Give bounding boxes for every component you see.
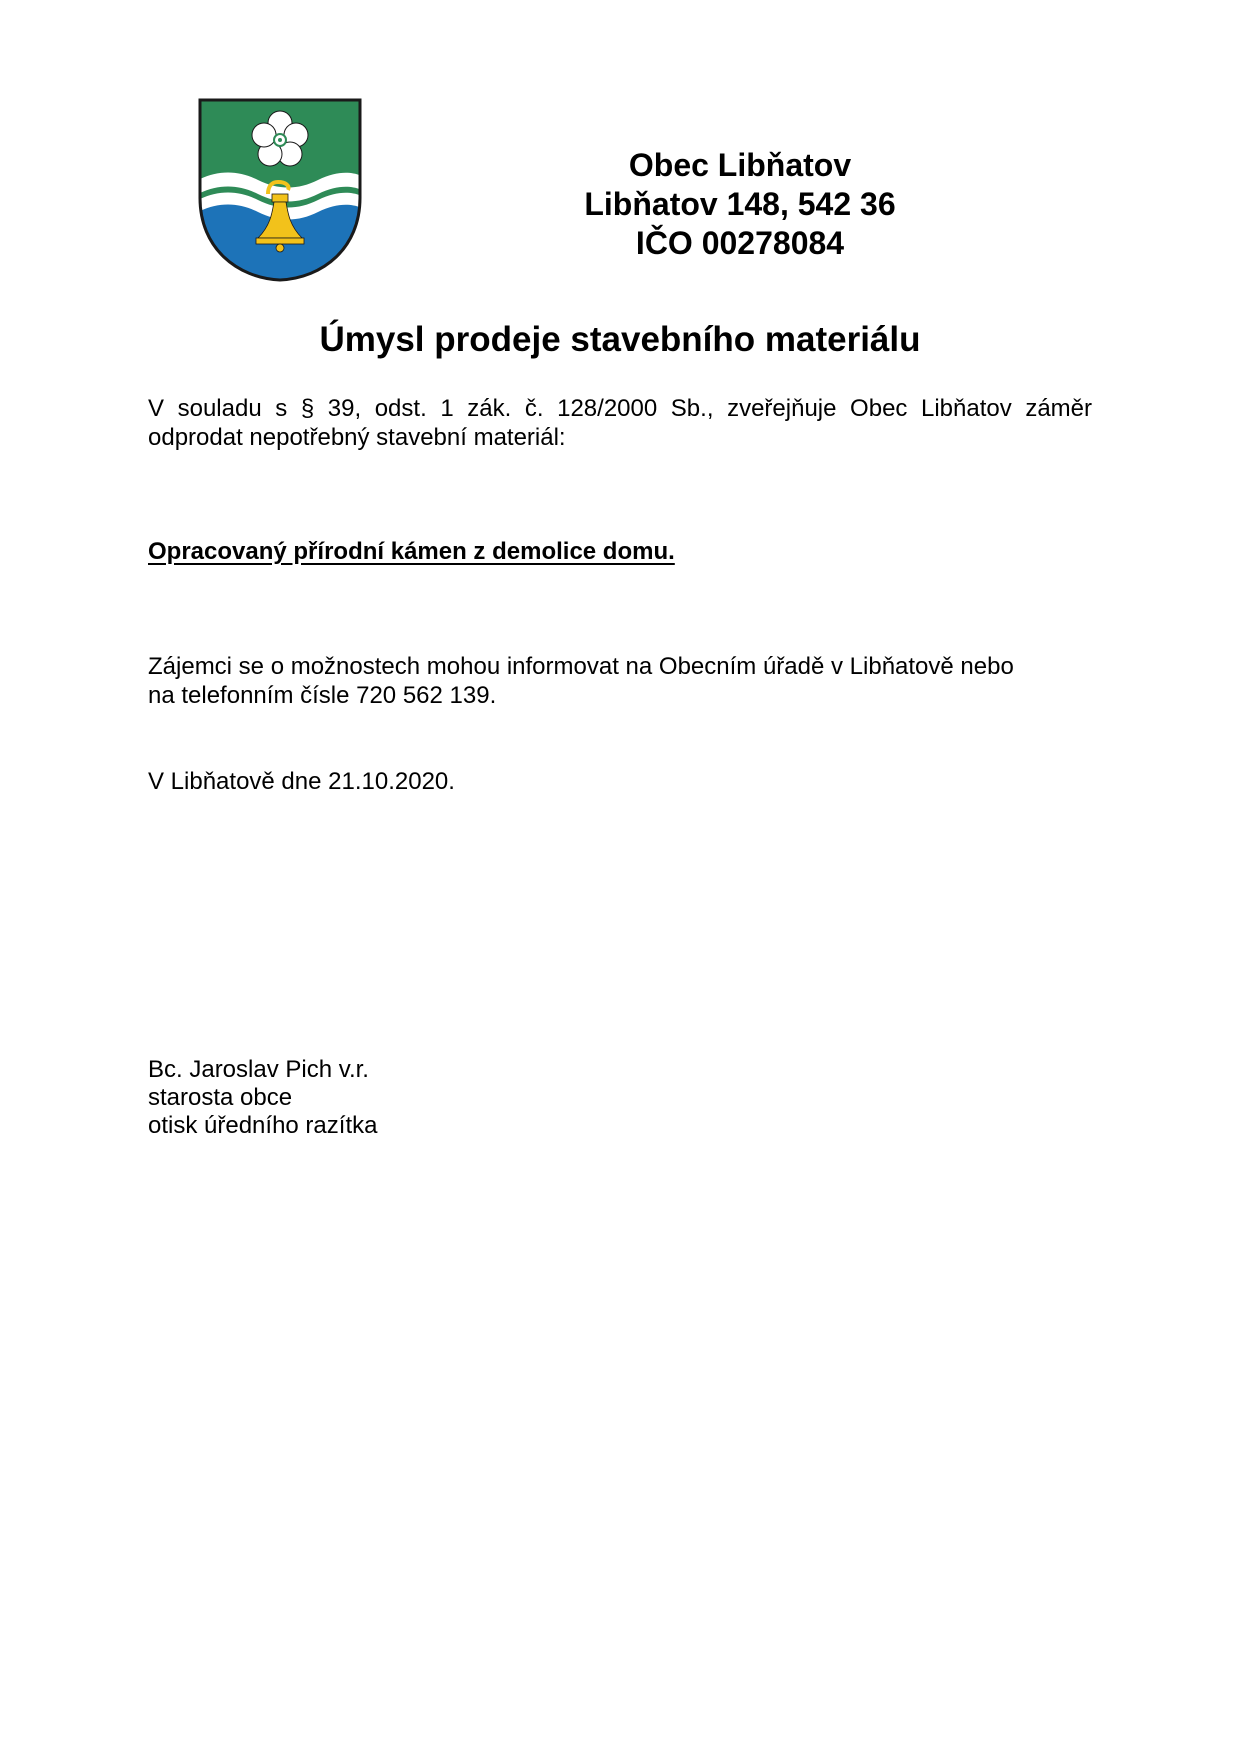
contact-line-1: Zájemci se o možnostech mohou informovat na Obecním úřadě v Libňatově nebo (148, 653, 1014, 680)
intro-line-2: odprodat nepotřebný stavební materiál: (148, 424, 566, 451)
intro-paragraph (148, 394, 1092, 452)
organization-name: Obec Libňatov (628, 147, 852, 183)
sale-item: Opracovaný přírodní kámen z demolice domu. (148, 538, 675, 565)
signatory-name: Bc. Jaroslav Pich v.r. (148, 1056, 369, 1083)
stamp-note: otisk úředního razítka (148, 1112, 378, 1139)
organization-ico: IČO 00278084 (635, 225, 845, 261)
document-title: Úmysl prodeje stavebního materiálu (319, 320, 921, 359)
contact-paragraph (148, 652, 1014, 710)
signatory-role: starosta obce (148, 1084, 293, 1111)
organization-header (560, 146, 920, 263)
intro-line-1: V souladu s § 39, odst. 1 zák. č. 128/2000 Sb., zveřejňuje Obec Libňatov záměr (148, 395, 1092, 422)
coat-of-arms-emblem (198, 98, 362, 282)
contact-line-2: na telefonním čísle 720 562 139. (148, 682, 497, 709)
place-date: V Libňatově dne 21.10.2020. (148, 768, 455, 795)
organization-address: Libňatov 148, 542 36 (584, 186, 896, 222)
signature-block (148, 1056, 377, 1140)
